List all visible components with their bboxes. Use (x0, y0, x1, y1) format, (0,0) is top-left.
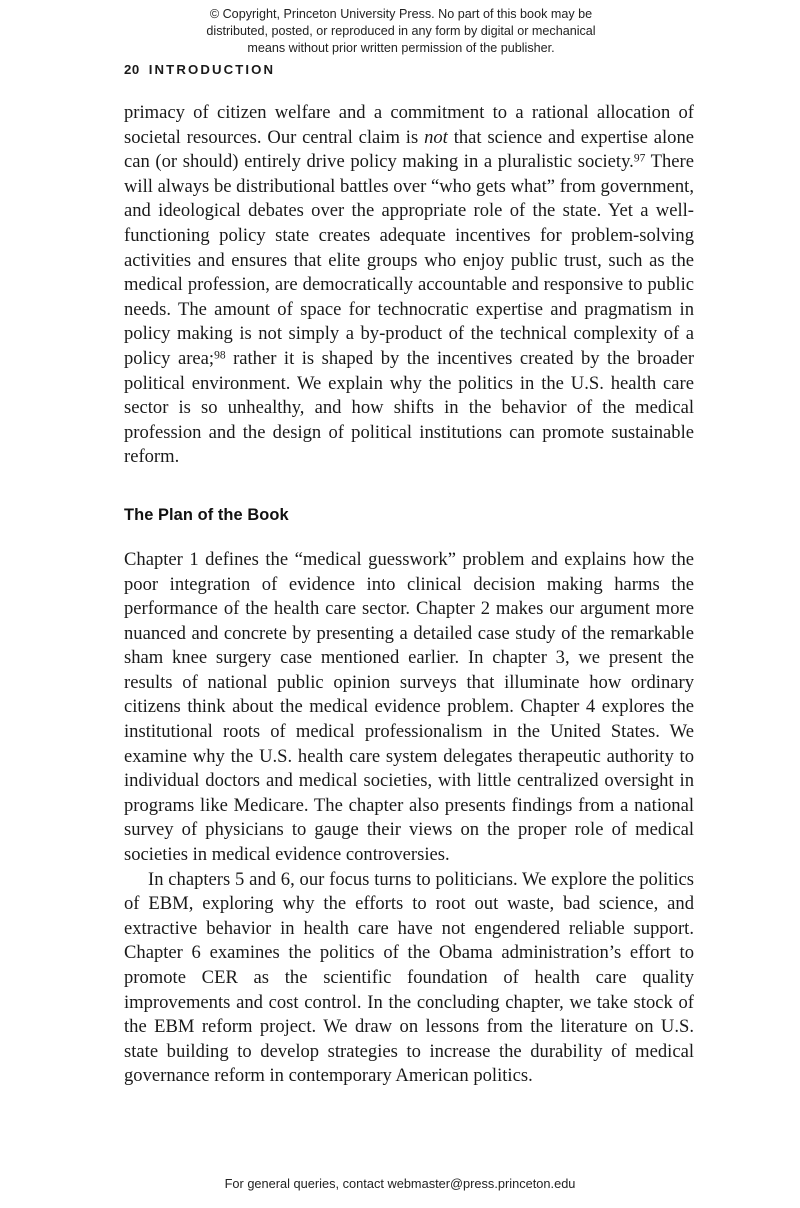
body-paragraph-3: In chapters 5 and 6, our focus turns to politicians. We explore the politics of EBM, exploring why the efforts to root out waste, bad science, and extractive behavior in health care have not engendered reliable support. Chapter 6 examines the politics of the Obama administration’s effort to promote CER as the scientific foundation of health care quality improvements and cost control. In the concluding chapter, we take stock of the EBM reform project. We draw on lessons from the literature on U.S. state building to develop strategies to increase the durability of medical governance reform in contemporary American politics. (124, 868, 694, 1087)
running-head (124, 62, 275, 77)
section-heading: The Plan of the Book (124, 505, 289, 524)
footnote-marker-97: 97 (633, 152, 646, 165)
copyright-notice (170, 6, 632, 58)
page-footer (0, 1176, 800, 1191)
par1-segment-b: that science and expertise alone can (or should) entirely drive policy making in a pluralistic society. (124, 126, 694, 173)
page-number: 20 (124, 62, 140, 77)
footer-text: For general queries, contact webmaster@press.princeton.edu (224, 1176, 576, 1191)
spacer-before-heading (124, 470, 694, 505)
par1-segment-c: There will always be distributional battles over “who gets what” from government, and ideological debates over the appropriate role of the state. Yet a well-functioning policy state creates adequate incentives for problem-solving activities and ensures that elite groups who enjoy public trust, such as the medical profession, are democratically accountable and responsive to public needs. The amount of space for technocratic expertise and pragmatism in policy making is not simply a by-product of the technical complexity of a policy area; (124, 151, 694, 369)
copyright-line-1: © Copyright, Princeton University Press. No part of this book may be (209, 7, 593, 21)
running-head-title: INTRODUCTION (148, 62, 276, 77)
copyright-line-3: means without prior written permission of the publisher. (247, 41, 555, 56)
par1-segment-d: rather it is shaped by the incentives created by the broader political environment. We explain why the politics in the U.S. health care sector is so unhealthy, and how shifts in the behavior of the medical profession and the design of political institutions can promote sustainable reform. (124, 347, 695, 468)
body-paragraph-2: Chapter 1 defines the “medical guesswork” problem and explains how the poor integration of evidence into clinical decision making harms the performance of the health care sector. Chapter 2 makes our argument more nuanced and concrete by presenting a detailed case study of the remarkable sham knee surgery case mentioned earlier. In chapter 3, we present the results of national public opinion surveys that illuminate how ordinary citizens think about the medical evidence problem. Chapter 4 explores the institutional roots of medical professionalism in the United States. We examine why the U.S. health care system delegates therapeutic authority to individual doctors and medical societies, with little centralized oversight in programs like Medicare. The chapter also presents findings from a national survey of physicians to gauge their views on the proper role of medical societies in medical evidence controversies. (124, 548, 694, 866)
copyright-line-2: distributed, posted, or reproduced in any form by digital or mechanical (206, 24, 596, 39)
body-paragraph-1 (124, 101, 694, 470)
par1-segment-a: primacy of citizen welfare and a commitment to a rational allocation of societal resources. Our central claim is (124, 102, 694, 148)
par1-italic-not: not (424, 126, 448, 148)
spacer-after-heading (124, 525, 694, 548)
footnote-marker-98: 98 (214, 349, 226, 362)
text-column (124, 101, 694, 1089)
